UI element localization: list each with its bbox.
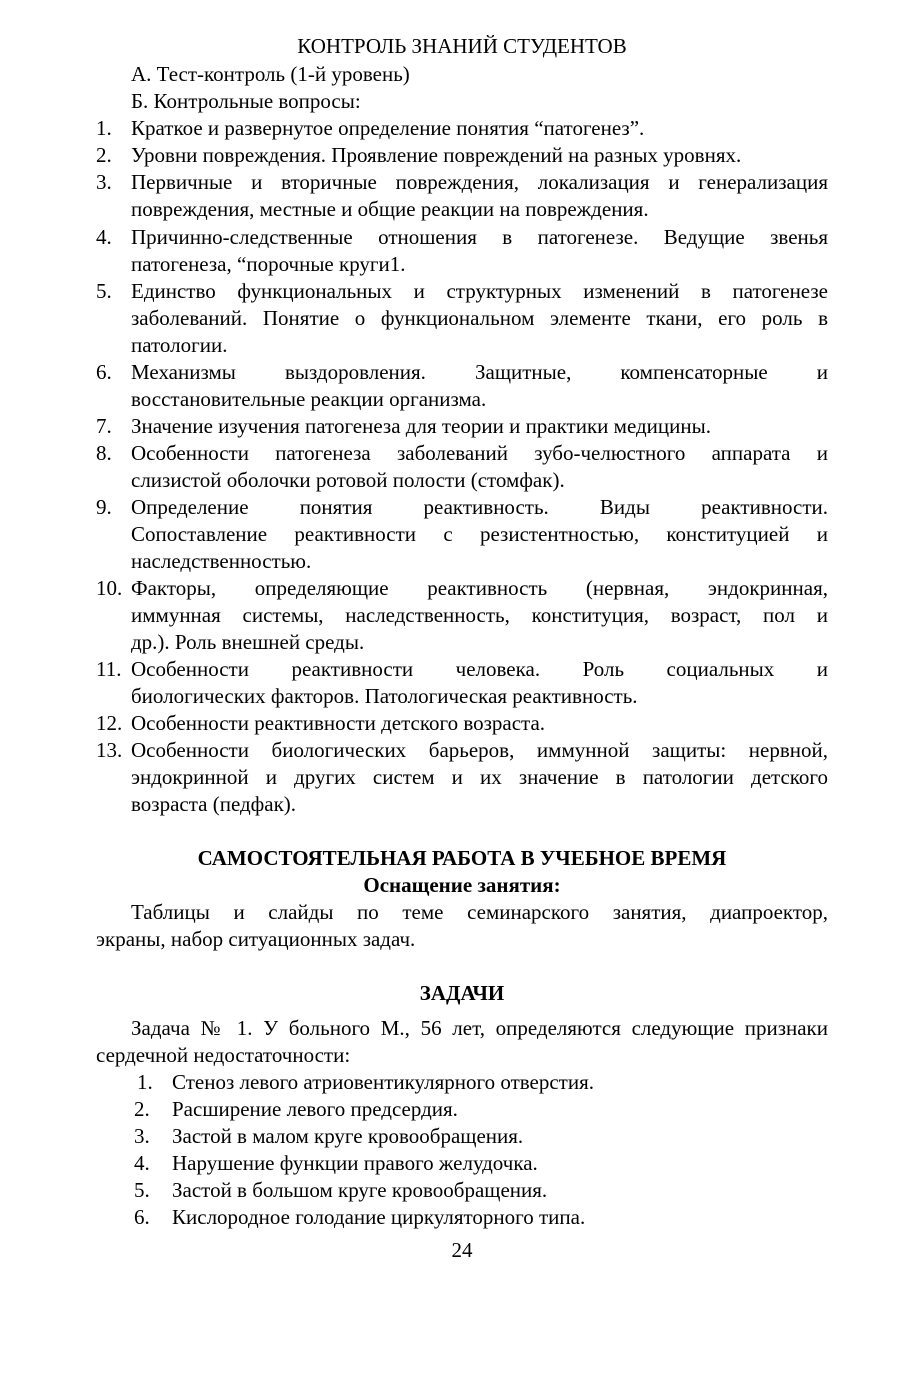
question-text: наследственностью. (131, 549, 312, 573)
question-text: Единство функциональных и структурных изменений в патогенезе (131, 279, 828, 303)
task-item-text: Расширение левого предсердия. (172, 1097, 458, 1121)
question-text: Механизмы выздоровления. Защитные, компенсаторные и (131, 360, 828, 384)
task-intro-line: Задача № 1. У больного М., 56 лет, определяются следующие признаки (131, 1016, 828, 1040)
question-number: 2. (96, 143, 112, 167)
task-item-number: 5. (134, 1178, 150, 1202)
question-text: Причинно-следственные отношения в патогенезе. Ведущие звенья (131, 225, 828, 249)
paragraph-line: Таблицы и слайды по теме семинарского занятия, диапроектор, (131, 900, 828, 924)
question-text: Определение понятия реактивность. Виды реактивности. (131, 495, 828, 519)
question-text: Сопоставление реактивности с резистентностью, конституцией и (131, 522, 828, 546)
task-item-number: 1. (137, 1070, 153, 1094)
page-number: 24 (451, 1238, 473, 1262)
question-text: Особенности реактивности детского возраста. (131, 711, 546, 735)
question-text: эндокринной и других систем и их значение в патологии детского (131, 765, 828, 789)
section-title-control: КОНТРОЛЬ ЗНАНИЙ СТУДЕНТОВ (297, 34, 627, 58)
task-item-number: 6. (134, 1205, 150, 1229)
question-text: Особенности патогенеза заболеваний зубо-челюстного аппарата и (131, 441, 828, 465)
question-number: 12. (96, 711, 123, 735)
question-text: слизистой оболочки ротовой полости (стомфак). (131, 468, 565, 492)
section-subtitle-equipment: Оснащение занятия: (363, 873, 561, 897)
question-text: Первичные и вторичные повреждения, локализация и генерализация (131, 170, 828, 194)
question-number: 3. (96, 170, 112, 194)
question-number: 7. (96, 414, 112, 438)
paragraph-line: экраны, набор ситуационных задач. (96, 927, 416, 951)
section-title-tasks: ЗАДАЧИ (419, 981, 505, 1005)
question-number: 8. (96, 441, 112, 465)
question-number: 6. (96, 360, 112, 384)
section-title-selfwork: САМОСТОЯТЕЛЬНАЯ РАБОТА В УЧЕБНОЕ ВРЕМЯ (197, 846, 727, 870)
task-item-number: 2. (134, 1097, 150, 1121)
question-text: Факторы, определяющие реактивность (нервная, эндокринная, (131, 576, 828, 600)
question-number: 5. (96, 279, 112, 303)
task-item-number: 3. (134, 1124, 150, 1148)
task-item-text: Застой в большом круге кровообращения. (172, 1178, 548, 1202)
question-number: 10. (96, 576, 123, 600)
question-text: иммунная системы, наследственность, конституция, возраст, пол и (131, 603, 828, 627)
question-number: 9. (96, 495, 112, 519)
question-number: 11. (96, 657, 122, 681)
question-text: патологии. (131, 333, 228, 357)
question-text: Значение изучения патогенеза для теории и практики медицины. (131, 414, 711, 438)
question-text: повреждения, местные и общие реакции на повреждения. (131, 197, 649, 221)
task-item-text: Кислородное голодание циркуляторного типа. (172, 1205, 586, 1229)
question-text: др.). Роль внешней среды. (131, 630, 365, 654)
question-text: Особенности реактивности человека. Роль социальных и (131, 657, 828, 681)
question-text: биологических факторов. Патологическая реактивность. (131, 684, 638, 708)
question-text: заболеваний. Понятие о функциональном элементе ткани, его роль в (131, 306, 828, 330)
control-item-b: Б. Контрольные вопросы: (131, 89, 361, 113)
task-item-number: 4. (134, 1151, 150, 1175)
task-intro-line: сердечной недостаточности: (96, 1043, 351, 1067)
question-text: восстановительные реакции организма. (131, 387, 487, 411)
question-text: патогенеза, “порочные круги1. (131, 252, 406, 276)
question-text: Особенности биологических барьеров, иммунной защиты: нервной, (131, 738, 828, 762)
question-text: Уровни повреждения. Проявление повреждений на разных уровнях. (131, 143, 742, 167)
question-number: 1. (96, 116, 112, 140)
question-number: 13. (96, 738, 123, 762)
control-item-a: А. Тест-контроль (1-й уровень) (131, 62, 410, 86)
question-number: 4. (96, 225, 112, 249)
task-item-text: Стеноз левого атриовентикулярного отверстия. (172, 1070, 594, 1094)
task-item-text: Застой в малом круге кровообращения. (172, 1124, 524, 1148)
task-item-text: Нарушение функции правого желудочка. (172, 1151, 538, 1175)
question-text: Краткое и развернутое определение понятия “патогенез”. (131, 116, 645, 140)
question-text: возраста (педфак). (131, 792, 297, 816)
